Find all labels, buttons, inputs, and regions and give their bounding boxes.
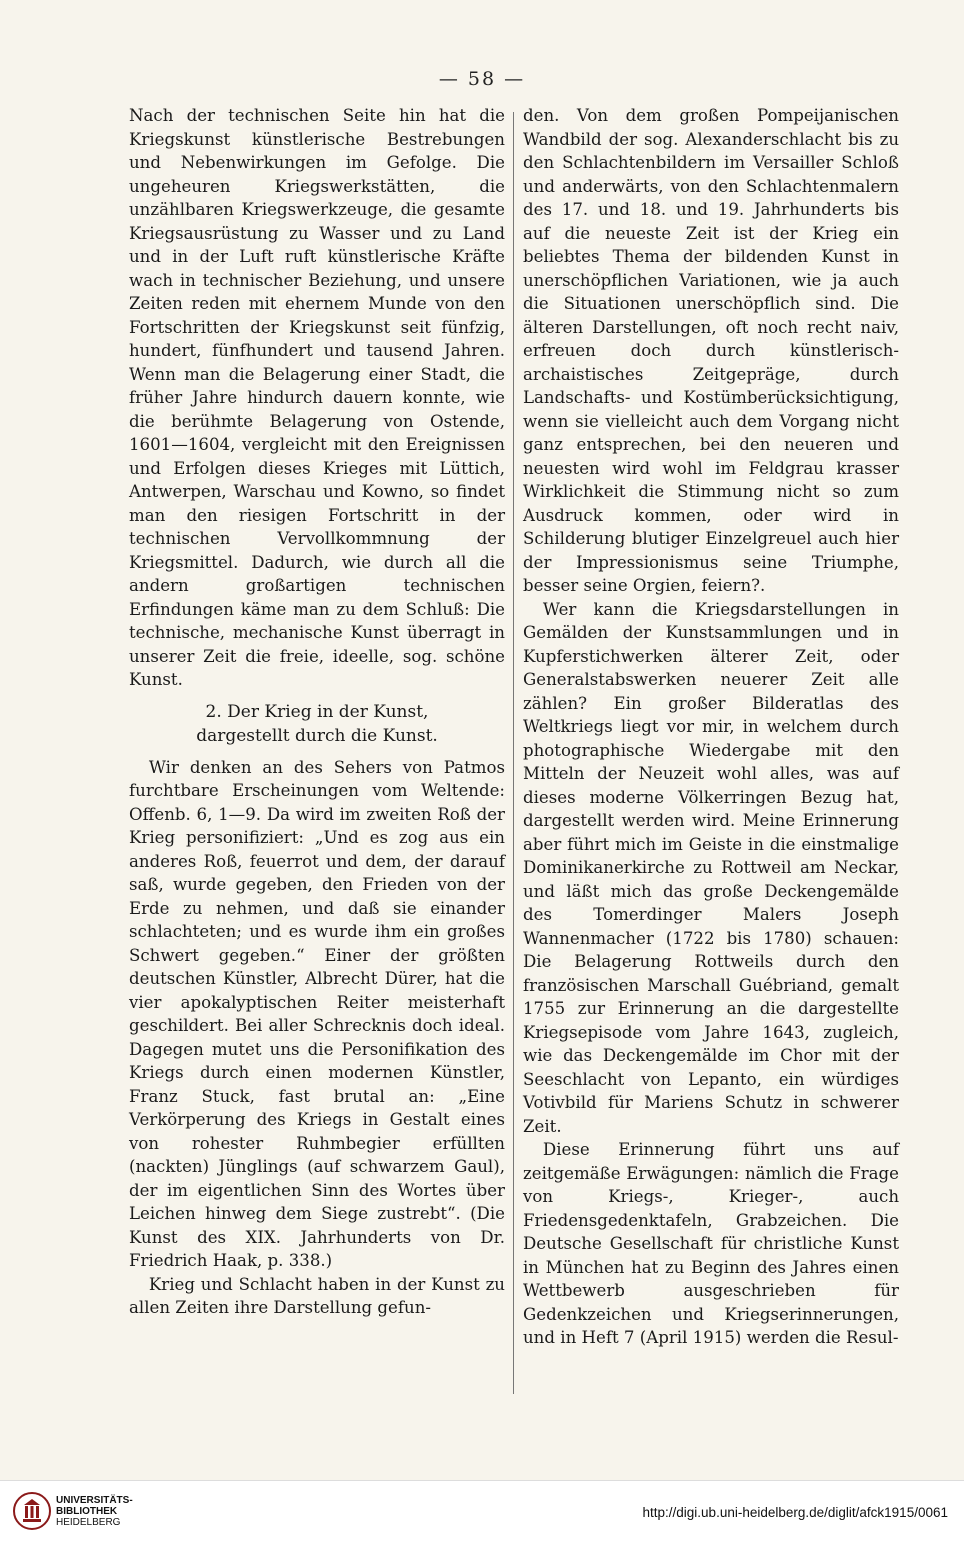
paragraph: Nach der technischen Seite hin hat die Kriegskunst künstlerische Bestrebungen und Nebenwirkungen im Gefolge. Die ungeheuren Kriegswerkstätten, die unzählbaren Kriegswerkzeuge, die gesamte Kriegsausrüstung zu Wasser und zu Land und in der Luft ruft künstlerische Kräfte wach in technischer Beziehung, und unsere Zeiten reden mit ehernem Munde von den Fortschritten der Kriegskunst seit fünfzig, hundert, fünfhundert und tausend Jahren. Wenn man die Belagerung einer Stadt, die früher Jahre hindurch dauern konnte, wie die berühmte Belagerung von Ostende, 1601—1604, vergleicht mit den Ereignissen und Erfolgen dieses Krieges mit Lüttich, Antwerpen, Warschau und Kowno, so findet man den riesigen Fortschritt in der technischen Vervollkommnung der Kriegsmittel. Dadurch, wie durch all die andern großartigen technischen Erfindungen käme man zu dem Schluß: Die technische, mechanische Kunst überragt in unserer Zeit die freie, ideelle, sog. schöne Kunst.: [129, 106, 505, 689]
left-column: [129, 104, 505, 1320]
paragraph: Wir denken an des Sehers von Patmos furchtbare Erscheinungen vom Weltende: Offenb. 6, 1—9. Da wird im zweiten Roß der Krieg personifiziert: „Und es zog aus ein anderes Roß, feuerrot und dem, der darauf saß, wurde gegeben, den Frieden von der Erde zu nehmen, und daß sie einander schlachteten; und es wurde ihm ein großes Schwert gegeben.“ Einer der größten deutschen Künstler, Albrecht Dürer, hat die vier apokalyptischen Reiter meisterhaft geschildert. Bei aller Schrecknis doch ideal. Dagegen mutet uns die Personifikation des Kriegs durch einen modernen Künstler, Franz Stuck, fast brutal an: „Eine Verkörperung des Kriegs in Gestalt eines von rohester Ruhmbegier erfüllten (nackten) Jünglings (auf schwarzem Gaul), der im eigentlichen Sinn des Wortes über Leichen hinweg dem Siege zustrebt“. (Die Kunst des XIX. Jahrhunderts von Dr. Friedrich Haak, p. 338.): [129, 757, 505, 1270]
paragraph: den. Von dem großen Pompeijanischen Wandbild der sog. Alexanderschlacht bis zu den Schlachtenbildern im Versailler Schloß und anderwärts, von den Schlachtenmalern des 17. und 18. und 19. Jahrhunderts bis auf die neueste Zeit ist der Krieg ein beliebtes Thema der bildenden Kunst in unerschöpflichen Variationen, wie ja auch die Situationen unerschöpflich sind. Die älteren Darstellungen, oft noch recht naiv, erfreuen doch durch künstlerisch-archaistisches Zeitgepräge, durch Landschafts- und Kostümberücksichtigung, wenn sie vielleicht auch dem Vorgang nicht ganz entsprechen, bei den neueren und neuesten wird wohl im Feldgrau krasser Wirklichkeit die Stimmung nicht so zum Ausdruck kommen, oder wird in Schilderung blutiger Einzelgreuel auch hier der Impressionismus seine Triumphe, besser seine Orgien, feiern?.: [523, 106, 899, 595]
right-column: [523, 104, 899, 1350]
section-heading: [129, 700, 505, 748]
library-logo-text: UNIVERSITÄTS- BIBLIOTHEK HEIDELBERG: [56, 1495, 133, 1528]
paragraph: Krieg und Schlacht haben in der Kunst zu allen Zeiten ihre Darstellung gefun-: [129, 1274, 505, 1317]
section-heading-line2: dargestellt durch die Kunst.: [196, 725, 438, 746]
column-divider: [513, 112, 514, 1394]
source-url-link[interactable]: http://digi.ub.uni-heidelberg.de/diglit/afck1915/0061: [642, 1505, 948, 1520]
section-heading-line1: 2. Der Krieg in der Kunst,: [205, 701, 429, 722]
paragraph: Wer kann die Kriegsdarstellungen in Gemälden der Kunstsammlungen und in Kupferstichwerken älterer Zeit, oder Generalstabswerken neuerer Zeit alle zählen? Ein großer Bilderatlas des Weltkriegs liegt vor mir, in welchem durch photographische Wiedergabe mit den Mitteln der Neuzeit wohl alles, was auf dieses moderne Völkerringen Bezug hat, dargestellt werden wird. Meine Erinnerung aber führt mich im Geiste in die einstmalige Dominikanerkirche zu Rottweil am Neckar, und läßt mich das große Deckengemälde des Tomerdinger Malers Joseph Wannenmacher (1722 bis 1780) schauen: Die Belagerung Rottweils durch den französischen Marschall Guébriand, gemalt 1755 zur Erinnerung an die dargestellte Kriegsepisode vom Jahre 1643, zugleich, wie das Deckengemälde im Chor mit der Seeschlacht von Lepanto, ein würdiges Votivbild für Mariens Schutz in schwerer Zeit.: [523, 599, 899, 1136]
paragraph: Diese Erinnerung führt uns auf zeitgemäße Erwägungen: nämlich die Frage von Kriegs-, Krieger-, auch Friedensgedenktafeln, Grabzeichen. Die Deutsche Gesellschaft für christliche Kunst in München hat zu Beginn des Jahres einen Wettbewerb ausgeschrieben für Gedenkzeichen und Kriegserinnerungen, und in Heft 7 (April 1915) werden die Resul-: [523, 1140, 899, 1347]
university-library-seal-icon: [12, 1491, 52, 1531]
page-number: — 58 —: [438, 68, 526, 90]
footer-bar: [0, 1480, 964, 1557]
